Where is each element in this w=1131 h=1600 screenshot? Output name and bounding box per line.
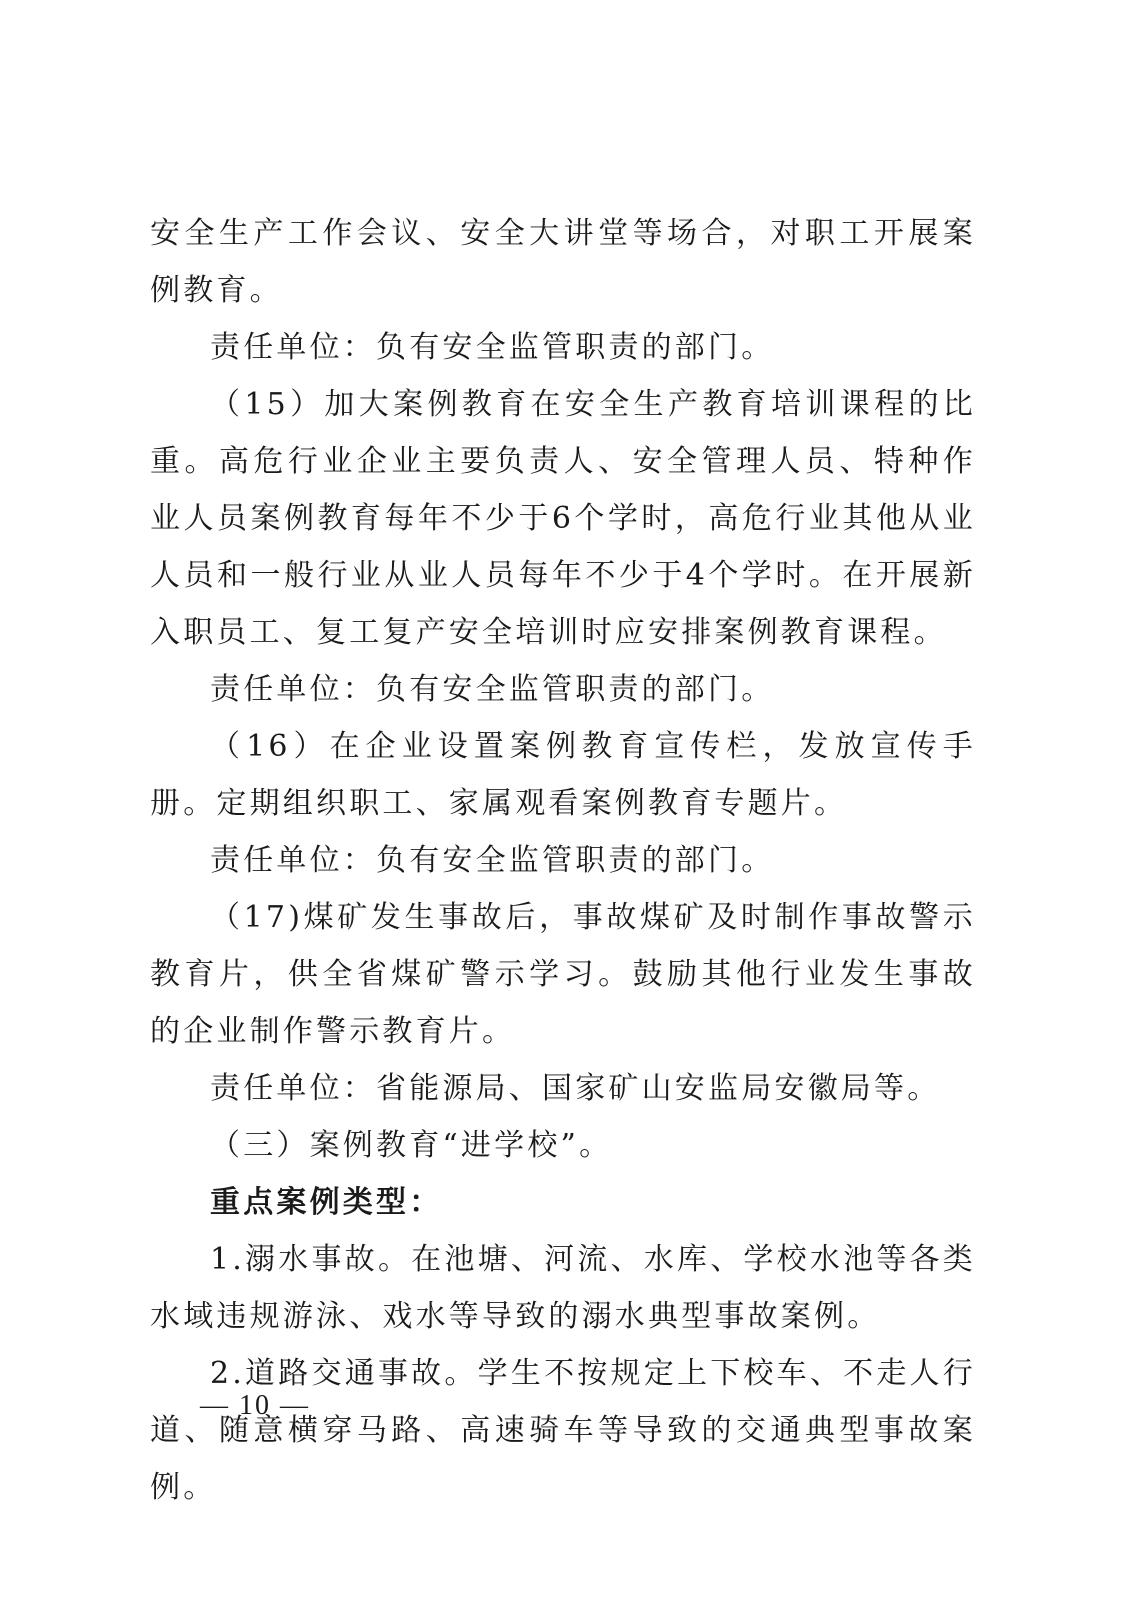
paragraph-continuation: 安全生产工作会议、安全大讲堂等场合，对职工开展案例教育。 bbox=[150, 216, 976, 308]
case-type-1: 1.溺水事故。在池塘、河流、水库、学校水池等各类水域违规游泳、戏水等导致的溺水典型事故案例。 bbox=[150, 1242, 976, 1334]
responsible-unit-2: 责任单位：负有安全监管职责的部门。 bbox=[210, 672, 775, 707]
responsible-unit-1: 责任单位：负有安全监管职责的部门。 bbox=[210, 330, 775, 365]
item-16: （16）在企业设置案例教育宣传栏，发放宣传手册。定期组织职工、家属观看案例教育专题片。 bbox=[150, 729, 976, 821]
responsible-unit-4: 责任单位：省能源局、国家矿山安监局安徽局等。 bbox=[210, 1071, 941, 1106]
item-17: （17)煤矿发生事故后，事故煤矿及时制作事故警示教育片，供全省煤矿警示学习。鼓励其他行业发生事故的企业制作警示教育片。 bbox=[150, 900, 976, 1049]
key-case-types-heading: 重点案例类型： bbox=[210, 1185, 443, 1220]
case-type-2: 2.道路交通事故。学生不按规定上下校车、不走人行道、随意横穿马路、高速骑车等导致的交通典型事故案例。 bbox=[150, 1356, 976, 1505]
page-number: — 10 — bbox=[200, 1390, 310, 1421]
section-heading-3: （三）案例教育“进学校”。 bbox=[210, 1128, 613, 1163]
body-text bbox=[150, 205, 976, 1516]
responsible-unit-3: 责任单位：负有安全监管职责的部门。 bbox=[210, 843, 775, 878]
item-15: （15）加大案例教育在安全生产教育培训课程的比重。高危行业企业主要负责人、安全管理人员、特种作业人员案例教育每年不少于6个学时，高危行业其他从业人员和一般行业从业人员每年不少于4个学时。在开展新入职员工、复工复产安全培训时应安排案例教育课程。 bbox=[150, 387, 976, 650]
